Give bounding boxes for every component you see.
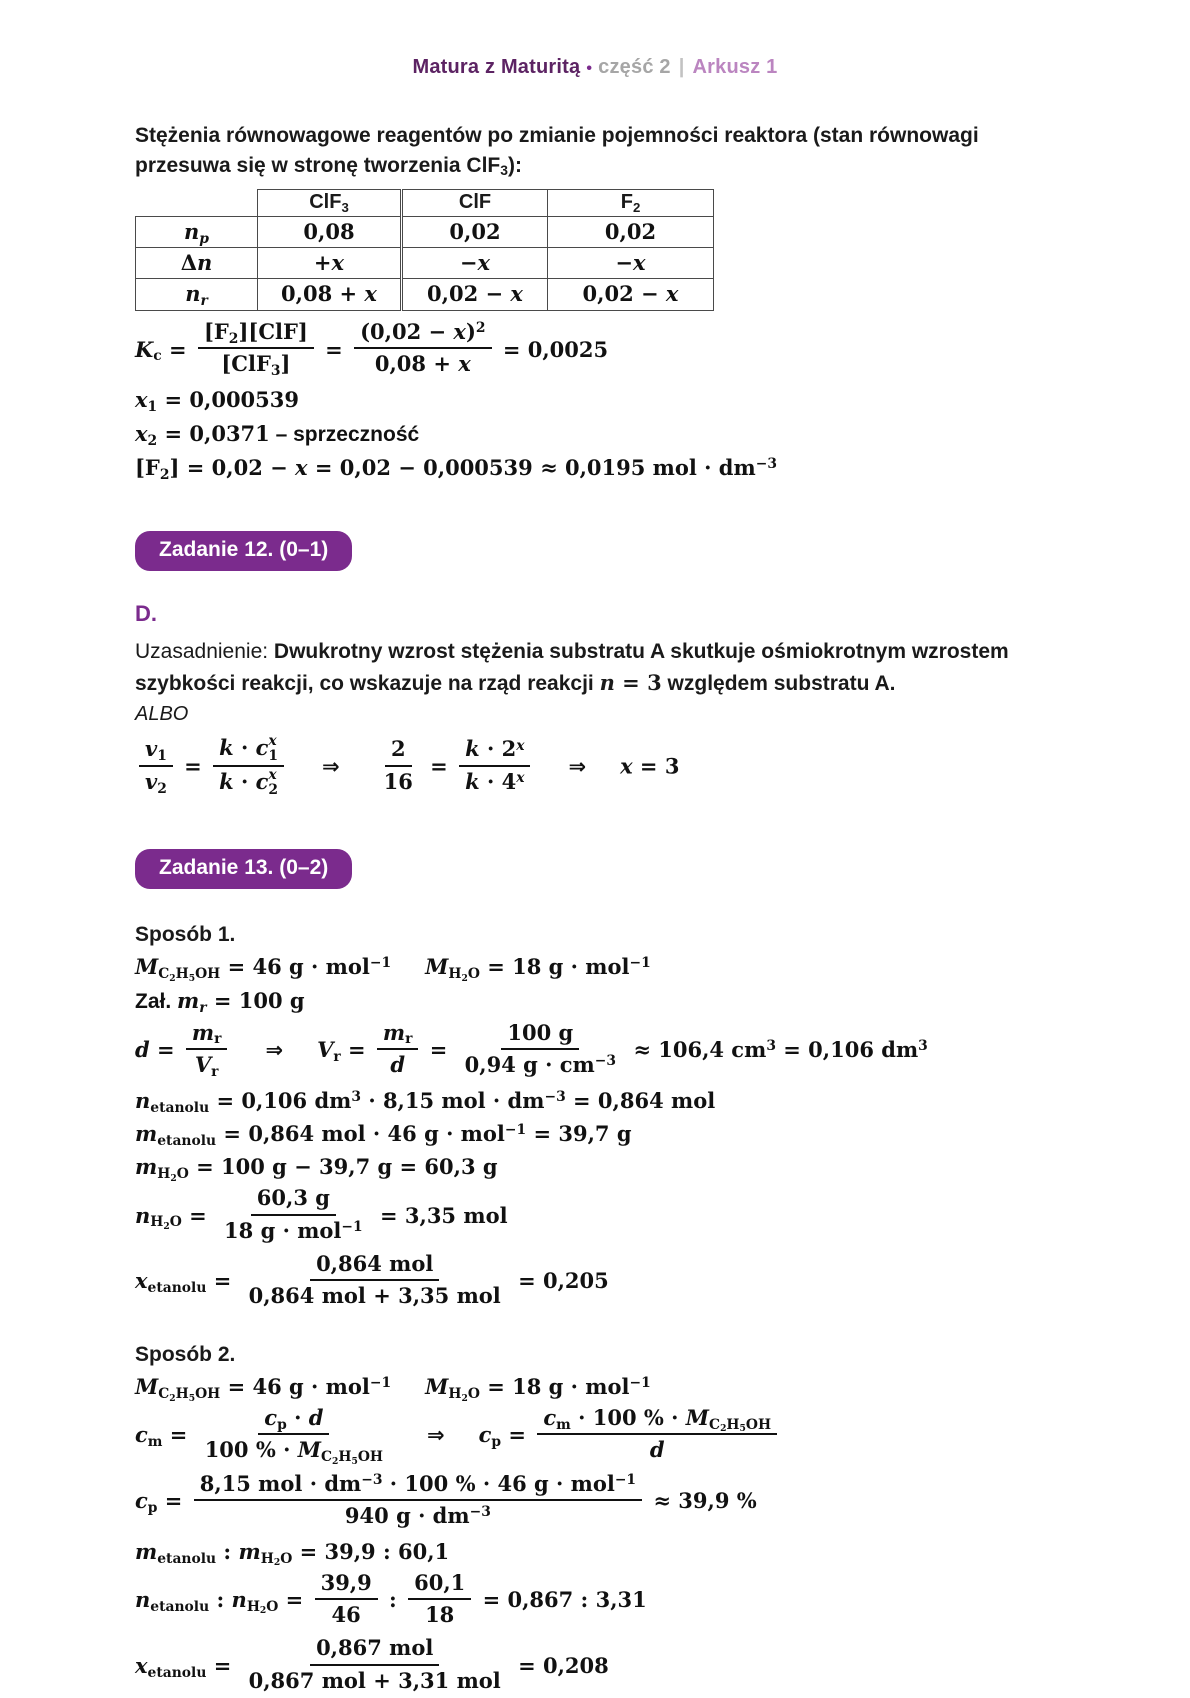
page-header bbox=[0, 0, 1190, 79]
math-line: cm = $\frac{cp \cdot d}{100 \% \cdot MC2H5OH}$ ⇒ cp = $\frac{cm \cdot 100 \% \cdot MC2H5OH}{d}$ bbox=[135, 1406, 1075, 1467]
equilibrium-intro-text bbox=[135, 121, 1075, 181]
albo-label: ALBO bbox=[135, 703, 189, 726]
table-cell: −x bbox=[548, 247, 714, 278]
part-label: część 2 bbox=[598, 56, 671, 78]
brand-title: Matura z Maturitą bbox=[412, 56, 581, 78]
table-cell: 0,08 bbox=[258, 216, 402, 247]
table-row-label: nr bbox=[136, 279, 258, 310]
math-line: netanolu : nH2O = $\frac{39,9}{46}$ : $\frac{60,1}{18}$ = 0,867 : 3,31 bbox=[135, 1569, 647, 1628]
equilibrium-table bbox=[135, 189, 714, 311]
table-row-label: np bbox=[136, 216, 258, 247]
table-cell: 0,08 + x bbox=[258, 279, 402, 310]
task12-answer-letter: D. bbox=[135, 601, 157, 627]
separator-pipe: | bbox=[678, 56, 685, 78]
math-line: netanolu = 0,106 $dm^3 \cdot 8,15$ mol · $dm^{-3} = 0,864$ mol bbox=[135, 1087, 716, 1116]
task13-badge: Zadanie 13. (0–2) bbox=[135, 849, 352, 889]
table-row bbox=[136, 279, 714, 310]
method1-lines bbox=[135, 953, 1075, 1313]
document-body bbox=[135, 121, 1075, 1698]
table-cell: −x bbox=[402, 247, 548, 278]
math-line: mH2O = 100 g − 39,7 g = 60,3 g bbox=[135, 1154, 498, 1184]
table-column-header: ClF bbox=[402, 189, 548, 216]
sheet-label: Arkusz 1 bbox=[692, 56, 778, 78]
task12-justification bbox=[135, 637, 1075, 699]
intro-text-before: Stężenia równowagowe reagentów po zmianie pojemności reaktora (stan równowagi przesuwa się w stronę tworzenia ClF bbox=[135, 124, 979, 177]
task12-badge: Zadanie 12. (0–1) bbox=[135, 531, 352, 571]
table-column-header: ClF3 bbox=[258, 189, 402, 216]
math-line: Zał. mr = 100 g bbox=[135, 987, 305, 1016]
math-line: metanolu : mH2O = 39,9 : 60,1 bbox=[135, 1538, 450, 1569]
reaction-order-inline-math: n = 3 bbox=[599, 669, 662, 695]
math-line: xetanolu = $\frac{\text{0,864 mol}}{\text{0,864 mol + 3,35 mol}}$ = 0,205 bbox=[135, 1250, 609, 1309]
justification-bold-text-2: względem substratu A. bbox=[661, 671, 896, 695]
math-line: MC2H5OH = 46 g · mol$^{-1}$ MH2O = 18 g · mol$^{-1}$ bbox=[135, 954, 651, 984]
math-line: d = $\frac{mr}{Vr}$ ⇒ Vr = $\frac{mr}{d}$ = $\frac{100 g}{0,94 g \cdot cm^{-3}}$ ≈ 106,4 $cm^3 = 0,106$ $dm^3$ bbox=[135, 1019, 928, 1080]
table-column-header: F2 bbox=[548, 189, 714, 216]
rate-ratio-equation: $\frac{v1}{v2}$ = k · c x 1 k · c x 2 ⇒ $\frac{2}{16}$ = $\frac{k \cdot 2^x}{k \cdot 4^x}$ ⇒ x = 3 bbox=[135, 736, 1075, 800]
table-cell: 0,02 − x bbox=[402, 279, 548, 310]
table-cell: 0,02 bbox=[548, 216, 714, 247]
math-line: cp = $\frac{8,15 mol \cdot dm^{-3} \cdot 100 \% \cdot 46 g \cdot mol^{-1}}{940 g \cdot dm^{-3}}$ ≈ 39,9 % bbox=[135, 1470, 757, 1528]
table-row bbox=[136, 247, 714, 278]
x1-result: x1 = 0,000539 bbox=[135, 387, 299, 416]
table-cell: 0,02 − x bbox=[548, 279, 714, 310]
table-corner-blank bbox=[136, 189, 258, 216]
table-row-label: Δn bbox=[136, 247, 258, 278]
method2-title: Sposób 2. bbox=[135, 1343, 236, 1367]
table-cell: 0,02 bbox=[402, 216, 548, 247]
intro-text-after: ): bbox=[507, 153, 522, 177]
method1-title: Sposób 1. bbox=[135, 923, 236, 947]
method2-lines bbox=[135, 1373, 1075, 1697]
math-line: metanolu = 0,864 mol · 46 g · mol$^{-1}$ = 39,7 g bbox=[135, 1121, 632, 1149]
math-line: nH2O = $\frac{60,3 g}{18 g \cdot mol^{-1}}$ = 3,35 mol bbox=[135, 1185, 508, 1243]
intro-subscript: 3 bbox=[500, 162, 508, 179]
justification-bold-text: Dwukrotny wzrost stężenia substratu A skutkuje ośmiokrotnym wzrostem szybkości reakcji, co wskazuje na rząd reakcji bbox=[135, 640, 1009, 695]
f2-concentration-result: [F2] = 0,02 − x = 0,02 − 0,000539 ≈ 0,0195 mol · $dm^{-3}$ bbox=[135, 455, 777, 483]
kc-equation: Kc = $\frac{\text{[F2][ClF]}}{\text{[ClF3]}}$ = $\frac{(0,02 - x)^2}{0,08 + x}$ = 0,0025 bbox=[135, 319, 609, 380]
math-line: xetanolu = $\frac{\text{0,867 mol}}{\text{0,867 mol + 3,31 mol}}$ = 0,208 bbox=[135, 1635, 609, 1693]
table-row bbox=[136, 216, 714, 247]
justification-label: Uzasadnienie: bbox=[135, 640, 274, 664]
x2-result: x2 = 0,0371 – sprzeczność bbox=[135, 420, 420, 449]
table-cell: +x bbox=[258, 247, 402, 278]
separator-dot: • bbox=[586, 60, 593, 77]
math-line: MC2H5OH = 46 g · mol$^{-1}$ MH2O = 18 g · mol$^{-1}$ bbox=[135, 1374, 651, 1404]
